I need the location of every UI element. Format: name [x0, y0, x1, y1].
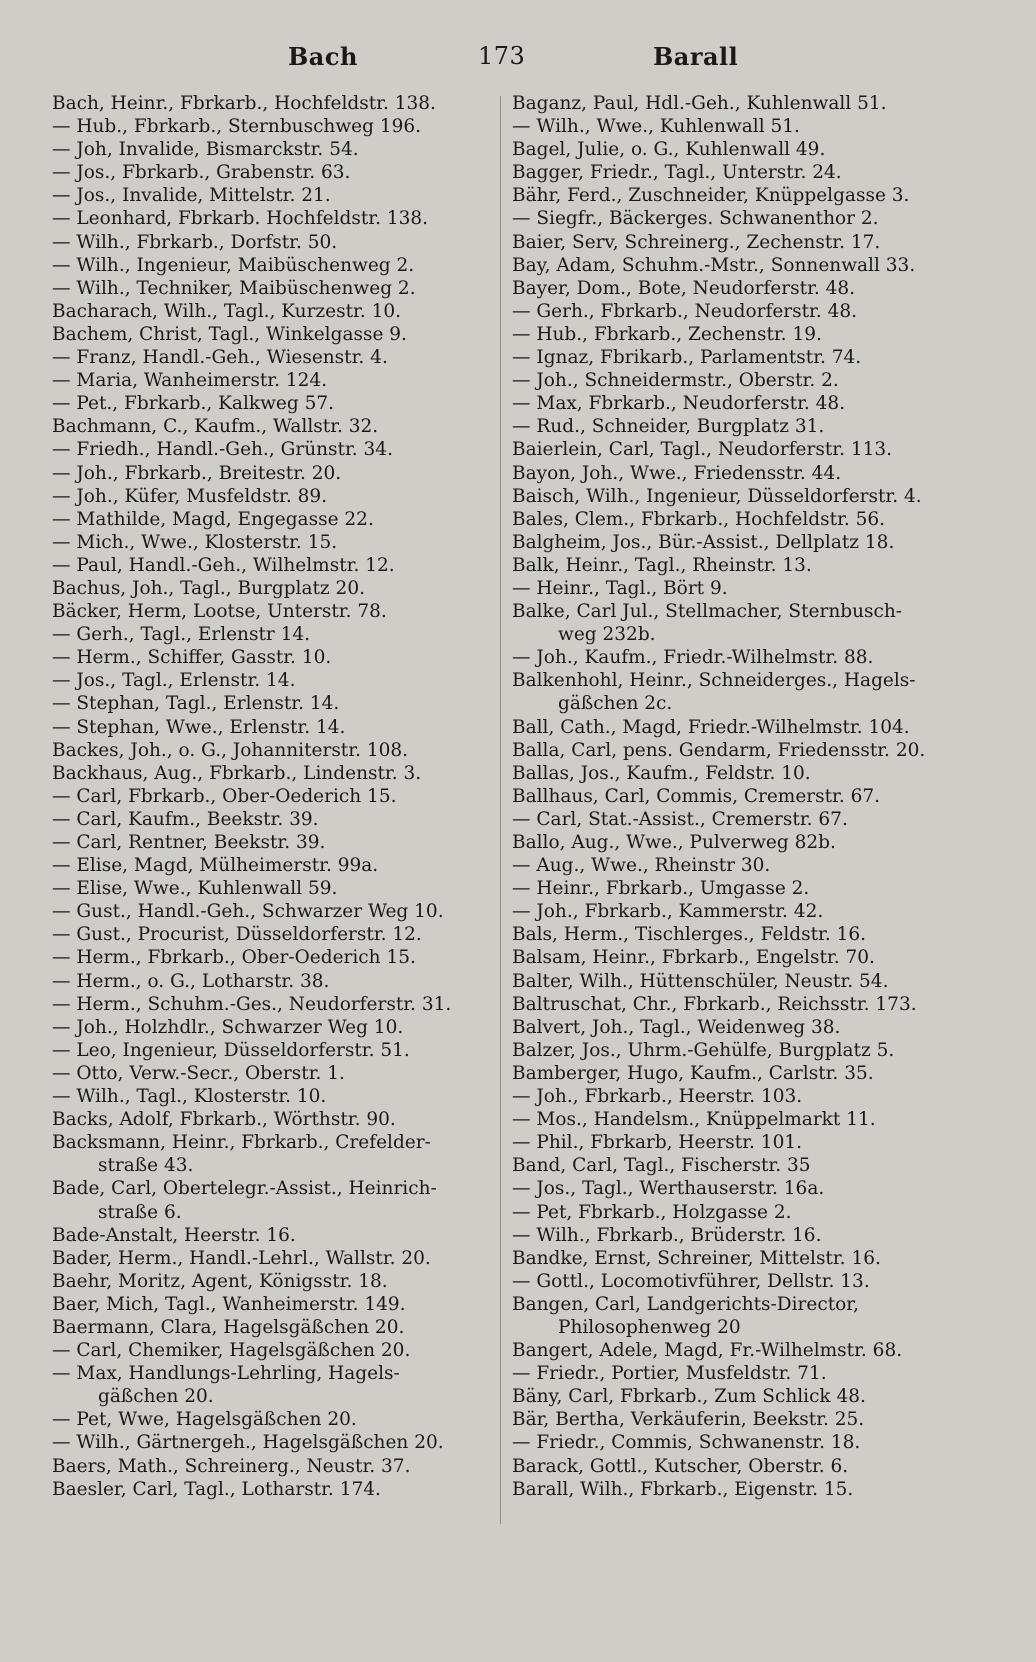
directory-entry: Balgheim, Jos., Bür.-Assist., Dellplatz 18.	[512, 531, 895, 553]
directory-entry: Bäny, Carl, Fbrkarb., Zum Schlick 48.	[512, 1386, 866, 1408]
directory-entry: — Max, Fbrkarb., Neudorferstr. 48.	[512, 393, 846, 415]
directory-entry: — Joh., Küfer, Musfeldstr. 89.	[52, 485, 328, 507]
directory-entry: Bangen, Carl, Landgerichts-Director,	[512, 1293, 859, 1315]
directory-entry: — Jos., Invalide, Mittelstr. 21.	[52, 185, 331, 207]
directory-entry: — Pet, Fbrkarb., Holzgasse 2.	[512, 1201, 792, 1223]
directory-entry: — Friedr., Commis, Schwanenstr. 18.	[512, 1432, 861, 1454]
directory-entry: Bade-Anstalt, Heerstr. 16.	[52, 1224, 296, 1246]
directory-entry: — Franz, Handl.-Geh., Wiesenstr. 4.	[52, 347, 388, 369]
directory-entry: — Herm., Schuhm.-Ges., Neudorferstr. 31.	[52, 993, 452, 1015]
directory-entry: — Paul, Handl.-Geh., Wilhelmstr. 12.	[52, 554, 395, 576]
directory-entry: — Stephan, Wwe., Erlenstr. 14.	[52, 716, 346, 738]
directory-entry: — Carl, Stat.-Assist., Cremerstr. 67.	[512, 808, 848, 830]
page-number: 173	[478, 42, 526, 70]
directory-entry: Bay, Adam, Schuhm.-Mstr., Sonnenwall 33.	[512, 254, 916, 276]
directory-entry: Bandke, Ernst, Schreiner, Mittelstr. 16.	[512, 1247, 881, 1269]
directory-entry: — Joh., Fbrkarb., Breitestr. 20.	[52, 462, 342, 484]
directory-entry: Backhaus, Aug., Fbrkarb., Lindenstr. 3.	[52, 762, 422, 784]
directory-entry: Bade, Carl, Obertelegr.-Assist., Heinrich-	[52, 1178, 437, 1200]
directory-entry: Baltruschat, Chr., Fbrkarb., Reichsstr. 173.	[512, 993, 917, 1015]
directory-entry: Bagel, Julie, o. G., Kuhlenwall 49.	[512, 139, 826, 161]
directory-entry: — Gust., Handl.-Geh., Schwarzer Weg 10.	[52, 901, 444, 923]
directory-entry: — Jos., Tagl., Erlenstr. 14.	[52, 670, 296, 692]
directory-entry: — Carl, Fbrkarb., Ober-Oederich 15.	[52, 785, 397, 807]
directory-entry: — Herm., o. G., Lotharstr. 38.	[52, 970, 330, 992]
directory-entry: — Heinr., Tagl., Bört 9.	[512, 577, 728, 599]
directory-entry: — Heinr., Fbrkarb., Umgasse 2.	[512, 878, 810, 900]
directory-entry: Bayer, Dom., Bote, Neudorferstr. 48.	[512, 277, 856, 299]
directory-entry: — Aug., Wwe., Rheinstr 30.	[512, 855, 771, 877]
directory-entry: — Rud., Schneider, Burgplatz 31.	[512, 416, 825, 438]
directory-entry: — Mos., Handelsm., Knüppelmarkt 11.	[512, 1109, 876, 1131]
directory-entry: — Wilh., Gärtnergeh., Hagelsgäßchen 20.	[52, 1432, 444, 1454]
directory-entry: — Hub., Fbrkarb., Sternbuschweg 196.	[52, 116, 422, 138]
directory-entry: Band, Carl, Tagl., Fischerstr. 35	[512, 1155, 811, 1177]
directory-entry: — Mathilde, Magd, Engegasse 22.	[52, 508, 374, 530]
directory-entry: — Joh., Fbrkarb., Heerstr. 103.	[512, 1086, 803, 1108]
directory-entry: — Max, Handlungs-Lehrling, Hagels-	[52, 1363, 400, 1385]
directory-entry: — Elise, Magd, Mülheimerstr. 99a.	[52, 855, 379, 877]
directory-entry: Balkenhohl, Heinr., Schneiderges., Hagels-	[512, 670, 916, 692]
directory-entry: Baer, Mich, Tagl., Wanheimerstr. 149.	[52, 1293, 406, 1315]
directory-entry: — Gust., Procurist, Düsseldorferstr. 12.	[52, 924, 422, 946]
directory-entry: — Joh., Fbrkarb., Kammerstr. 42.	[512, 901, 824, 923]
entry-continuation: straße 6.	[98, 1201, 182, 1223]
directory-entry: Baier, Serv, Schreinerg., Zechenstr. 17.	[512, 231, 881, 253]
directory-entry: Baierlein, Carl, Tagl., Neudorferstr. 113.	[512, 439, 893, 461]
directory-entry: — Gerh., Fbrkarb., Neudorferstr. 48.	[512, 300, 858, 322]
directory-entry: — Stephan, Tagl., Erlenstr. 14.	[52, 693, 340, 715]
directory-entry: — Wilh., Ingenieur, Maibüschenweg 2.	[52, 254, 415, 276]
directory-entry: Bales, Clem., Fbrkarb., Hochfeldstr. 56.	[512, 508, 886, 530]
directory-entry: — Wilh., Wwe., Kuhlenwall 51.	[512, 116, 800, 138]
directory-entry: — Carl, Kaufm., Beekstr. 39.	[52, 808, 319, 830]
entry-continuation: gäßchen 2c.	[558, 693, 673, 715]
right-column	[512, 92, 990, 1501]
directory-entry: Backsmann, Heinr., Fbrkarb., Crefelder-	[52, 1132, 431, 1154]
directory-entry: Backs, Adolf, Fbrkarb., Wörthstr. 90.	[52, 1109, 396, 1131]
column-divider	[500, 96, 501, 1524]
directory-entry: — Maria, Wanheimerstr. 124.	[52, 370, 328, 392]
directory-entry: Bangert, Adele, Magd, Fr.-Wilhelmstr. 68.	[512, 1340, 903, 1362]
entry-continuation: gäßchen 20.	[98, 1386, 214, 1408]
directory-entry: Baesler, Carl, Tagl., Lotharstr. 174.	[52, 1478, 381, 1500]
directory-entry: — Gottl., Locomotivführer, Dellstr. 13.	[512, 1270, 870, 1292]
directory-entry: Baehr, Moritz, Agent, Königsstr. 18.	[52, 1270, 388, 1292]
directory-entry: Bayon, Joh., Wwe., Friedensstr. 44.	[512, 462, 842, 484]
directory-entry: — Siegfr., Bäckerges. Schwanenthor 2.	[512, 208, 879, 230]
directory-entry: — Carl, Rentner, Beekstr. 39.	[52, 832, 326, 853]
directory-entry: — Wilh., Tagl., Klosterstr. 10.	[52, 1086, 327, 1108]
left-column	[52, 92, 494, 1501]
directory-entry: Bach, Heinr., Fbrkarb., Hochfeldstr. 138.	[52, 93, 436, 114]
directory-entry: Baermann, Clara, Hagelsgäßchen 20.	[52, 1316, 405, 1338]
directory-entry: Balvert, Joh., Tagl., Weidenweg 38.	[512, 1016, 841, 1038]
entry-continuation: weg 232b.	[558, 624, 656, 646]
page-header	[0, 42, 1036, 82]
directory-entry: Bachem, Christ, Tagl., Winkelgasse 9.	[52, 323, 407, 345]
directory-entry: — Joh., Kaufm., Friedr.-Wilhelmstr. 88.	[512, 647, 874, 669]
directory-entry: Ballas, Jos., Kaufm., Feldstr. 10.	[512, 762, 811, 784]
directory-entry: — Friedh., Handl.-Geh., Grünstr. 34.	[52, 439, 393, 461]
directory-entry: Baganz, Paul, Hdl.-Geh., Kuhlenwall 51.	[512, 93, 887, 114]
directory-entry: Backes, Joh., o. G., Johanniterstr. 108.	[52, 739, 409, 761]
directory-entry: Balter, Wilh., Hüttenschüler, Neustr. 54.	[512, 970, 889, 992]
directory-entry: Bachus, Joh., Tagl., Burgplatz 20.	[52, 577, 365, 599]
directory-entry: Bader, Herm., Handl.-Lehrl., Wallstr. 20.	[52, 1247, 431, 1269]
directory-entry: Balsam, Heinr., Fbrkarb., Engelstr. 70.	[512, 947, 875, 969]
directory-entry: Bähr, Ferd., Zuschneider, Knüppelgasse 3.	[512, 185, 910, 207]
header-first-name: Bach	[288, 42, 358, 71]
header-last-name: Barall	[653, 42, 739, 71]
directory-entry: — Wilh., Fbrkarb., Brüderstr. 16.	[512, 1224, 822, 1246]
directory-entry: Barall, Wilh., Fbrkarb., Eigenstr. 15.	[512, 1478, 854, 1500]
entry-continuation: straße 43.	[98, 1155, 194, 1177]
directory-entry: Baers, Math., Schreinerg., Neustr. 37.	[52, 1455, 411, 1477]
directory-entry: — Mich., Wwe., Klosterstr. 15.	[52, 531, 338, 553]
directory-entry: Ball, Cath., Magd, Friedr.-Wilhelmstr. 104.	[512, 716, 910, 738]
directory-entry: Balzer, Jos., Uhrm.-Gehülfe, Burgplatz 5.	[512, 1039, 895, 1061]
directory-entry: Bamberger, Hugo, Kaufm., Carlstr. 35.	[512, 1062, 874, 1084]
directory-entry: Bäcker, Herm, Lootse, Unterstr. 78.	[52, 601, 387, 623]
directory-entry: — Wilh., Techniker, Maibüschenweg 2.	[52, 277, 416, 299]
directory-entry: — Jos., Fbrkarb., Grabenstr. 63.	[52, 162, 351, 184]
directory-entry: Bachmann, C., Kaufm., Wallstr. 32.	[52, 416, 379, 438]
directory-entry: — Leo, Ingenieur, Düsseldorferstr. 51.	[52, 1039, 410, 1061]
directory-entry: — Jos., Tagl., Werthauserstr. 16a.	[512, 1178, 825, 1200]
directory-entry: Ballhaus, Carl, Commis, Cremerstr. 67.	[512, 785, 881, 807]
directory-entry: — Phil., Fbrkarb, Heerstr. 101.	[512, 1132, 802, 1154]
directory-entry: Bacharach, Wilh., Tagl., Kurzestr. 10.	[52, 300, 402, 322]
directory-entry: — Ignaz, Fbrikarb., Parlamentstr. 74.	[512, 347, 862, 369]
directory-entry: — Pet., Fbrkarb., Kalkweg 57.	[52, 393, 335, 415]
directory-entry: — Hub., Fbrkarb., Zechenstr. 19.	[512, 323, 822, 345]
directory-entry: — Carl, Chemiker, Hagelsgäßchen 20.	[52, 1340, 411, 1362]
directory-entry: — Wilh., Fbrkarb., Dorfstr. 50.	[52, 231, 338, 253]
directory-entry: — Elise, Wwe., Kuhlenwall 59.	[52, 878, 338, 900]
directory-entry: — Otto, Verw.-Secr., Oberstr. 1.	[52, 1062, 345, 1084]
directory-entry: Balla, Carl, pens. Gendarm, Friedensstr. 20.	[512, 739, 926, 761]
directory-entry: — Gerh., Tagl., Erlenstr 14.	[52, 624, 311, 646]
directory-entry: — Herm., Fbrkarb., Ober-Oederich 15.	[52, 947, 416, 969]
directory-entry: — Joh, Invalide, Bismarckstr. 54.	[52, 139, 359, 161]
directory-entry: Ballo, Aug., Wwe., Pulverweg 82b.	[512, 832, 836, 853]
directory-entry: Bagger, Friedr., Tagl., Unterstr. 24.	[512, 162, 842, 184]
directory-entry: — Leonhard, Fbrkarb. Hochfeldstr. 138.	[52, 208, 429, 230]
directory-entry: — Pet, Wwe, Hagelsgäßchen 20.	[52, 1409, 357, 1431]
directory-entry: Bär, Bertha, Verkäuferin, Beekstr. 25.	[512, 1409, 865, 1431]
directory-entry: Balke, Carl Jul., Stellmacher, Sternbusch-	[512, 601, 903, 623]
directory-entry: Baisch, Wilh., Ingenieur, Düsseldorferstr. 4.	[512, 485, 922, 507]
directory-entry: — Joh., Holzhdlr., Schwarzer Weg 10.	[52, 1016, 404, 1038]
entry-continuation: Philosophenweg 20	[558, 1316, 741, 1338]
directory-entry: — Joh., Schneidermstr., Oberstr. 2.	[512, 370, 839, 392]
directory-entry: Barack, Gottl., Kutscher, Oberstr. 6.	[512, 1455, 849, 1477]
directory-entry: Bals, Herm., Tischlerges., Feldstr. 16.	[512, 924, 867, 946]
directory-entry: — Herm., Schiffer, Gasstr. 10.	[52, 647, 332, 669]
directory-entry: Balk, Heinr., Tagl., Rheinstr. 13.	[512, 554, 812, 576]
directory-entry: — Friedr., Portier, Musfeldstr. 71.	[512, 1363, 827, 1385]
